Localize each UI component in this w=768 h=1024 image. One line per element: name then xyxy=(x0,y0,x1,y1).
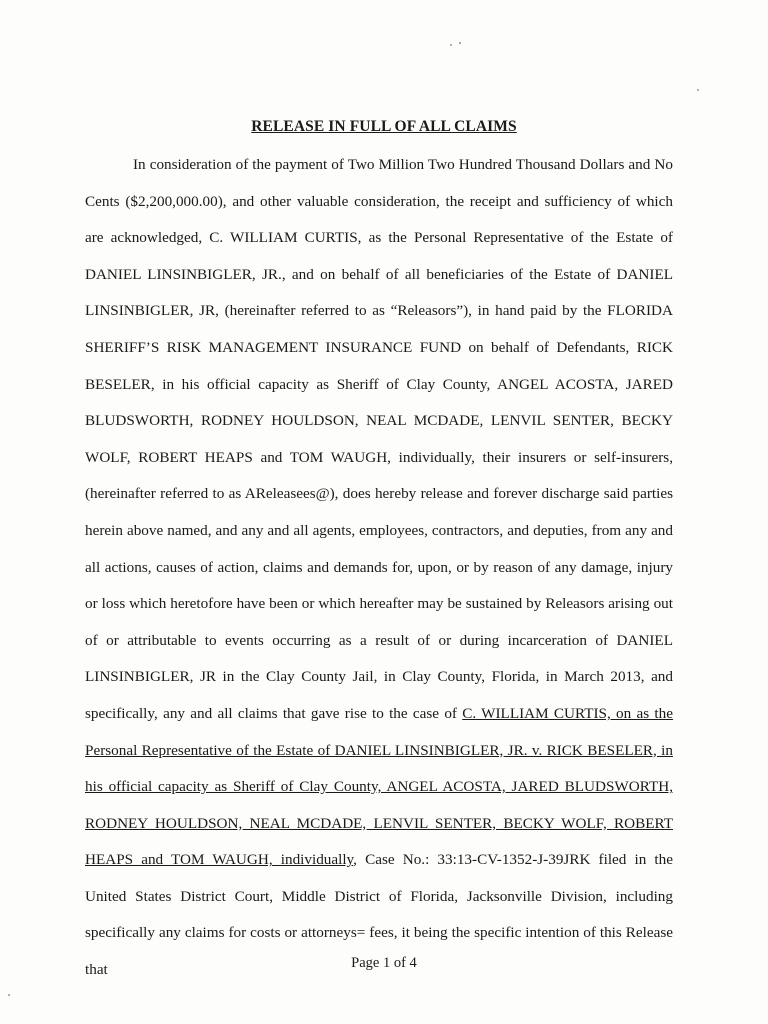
scan-speck xyxy=(8,994,10,996)
case-caption: C. WILLIAM CURTIS, on as the Personal Representative of the Estate of DANIEL LINSINBIGLER, JR. v. RICK BESELER, in his official capacity as Sheriff of Clay County, ANGEL ACOSTA, JARED BLUDSWORTH, RODNEY HOULDSON, NEAL MCDADE, LENVIL SENTER, BECKY WOLF, ROBERT HEAPS and TOM WAUGH, individually xyxy=(85,704,673,869)
scan-speck xyxy=(459,42,461,44)
scan-speck xyxy=(450,44,452,46)
paragraph-text-continued: , Case No.: 33:13-CV-1352-J-39JRK filed in the United States District Court, Middle District of Florida, Jacksonville Division, including specifically any claims for costs or attorneys= fees, it being the specific intention of this Release that xyxy=(85,851,673,979)
paragraph-text: In consideration of the payment of Two Million Two Hundred Thousand Dollars and No Cents ($2,200,000.00), and other valuable consideration, the receipt and sufficiency of which are acknowledged, C. WILLIAM CURTIS, as the Personal Representative of the Estate of DANIEL LINSINBIGLER, JR., and on behalf of all beneficiaries of the Estate of DANIEL LINSINBIGLER, JR, (hereinafter referred to as “Releasors”), in hand paid by the FLORIDA SHERIFF’S RISK MANAGEMENT INSURANCE FUND on behalf of Defendants, RICK BESELER, in his official capacity as Sheriff of Clay County, ANGEL ACOSTA, JARED BLUDSWORTH, RODNEY HOULDSON, NEAL MCDADE, LENVIL SENTER, BECKY WOLF, ROBERT HEAPS and TOM WAUGH, individually, their insurers or self-insurers, (hereinafter referred to as AReleasees@), does hereby release and forever discharge said parties herein above named, and any and all agents, employees, contractors, and deputies, from any and all actions, causes of action, claims and demands for, upon, or by reason of any damage, injury or loss which heretofore have been or which hereafter may be sustained by Releasors arising out of or attributable to events occurring as a result of or during incarceration of DANIEL LINSINBIGLER, JR in the Clay County Jail, in Clay County, Florida, in March 2013, and specifically, any and all claims that gave rise to the case of xyxy=(85,156,673,722)
scan-speck xyxy=(697,89,699,91)
release-paragraph xyxy=(85,147,673,989)
page-number: Page 1 of 4 xyxy=(351,955,417,971)
document-title: RELEASE IN FULL OF ALL CLAIMS xyxy=(251,118,517,135)
